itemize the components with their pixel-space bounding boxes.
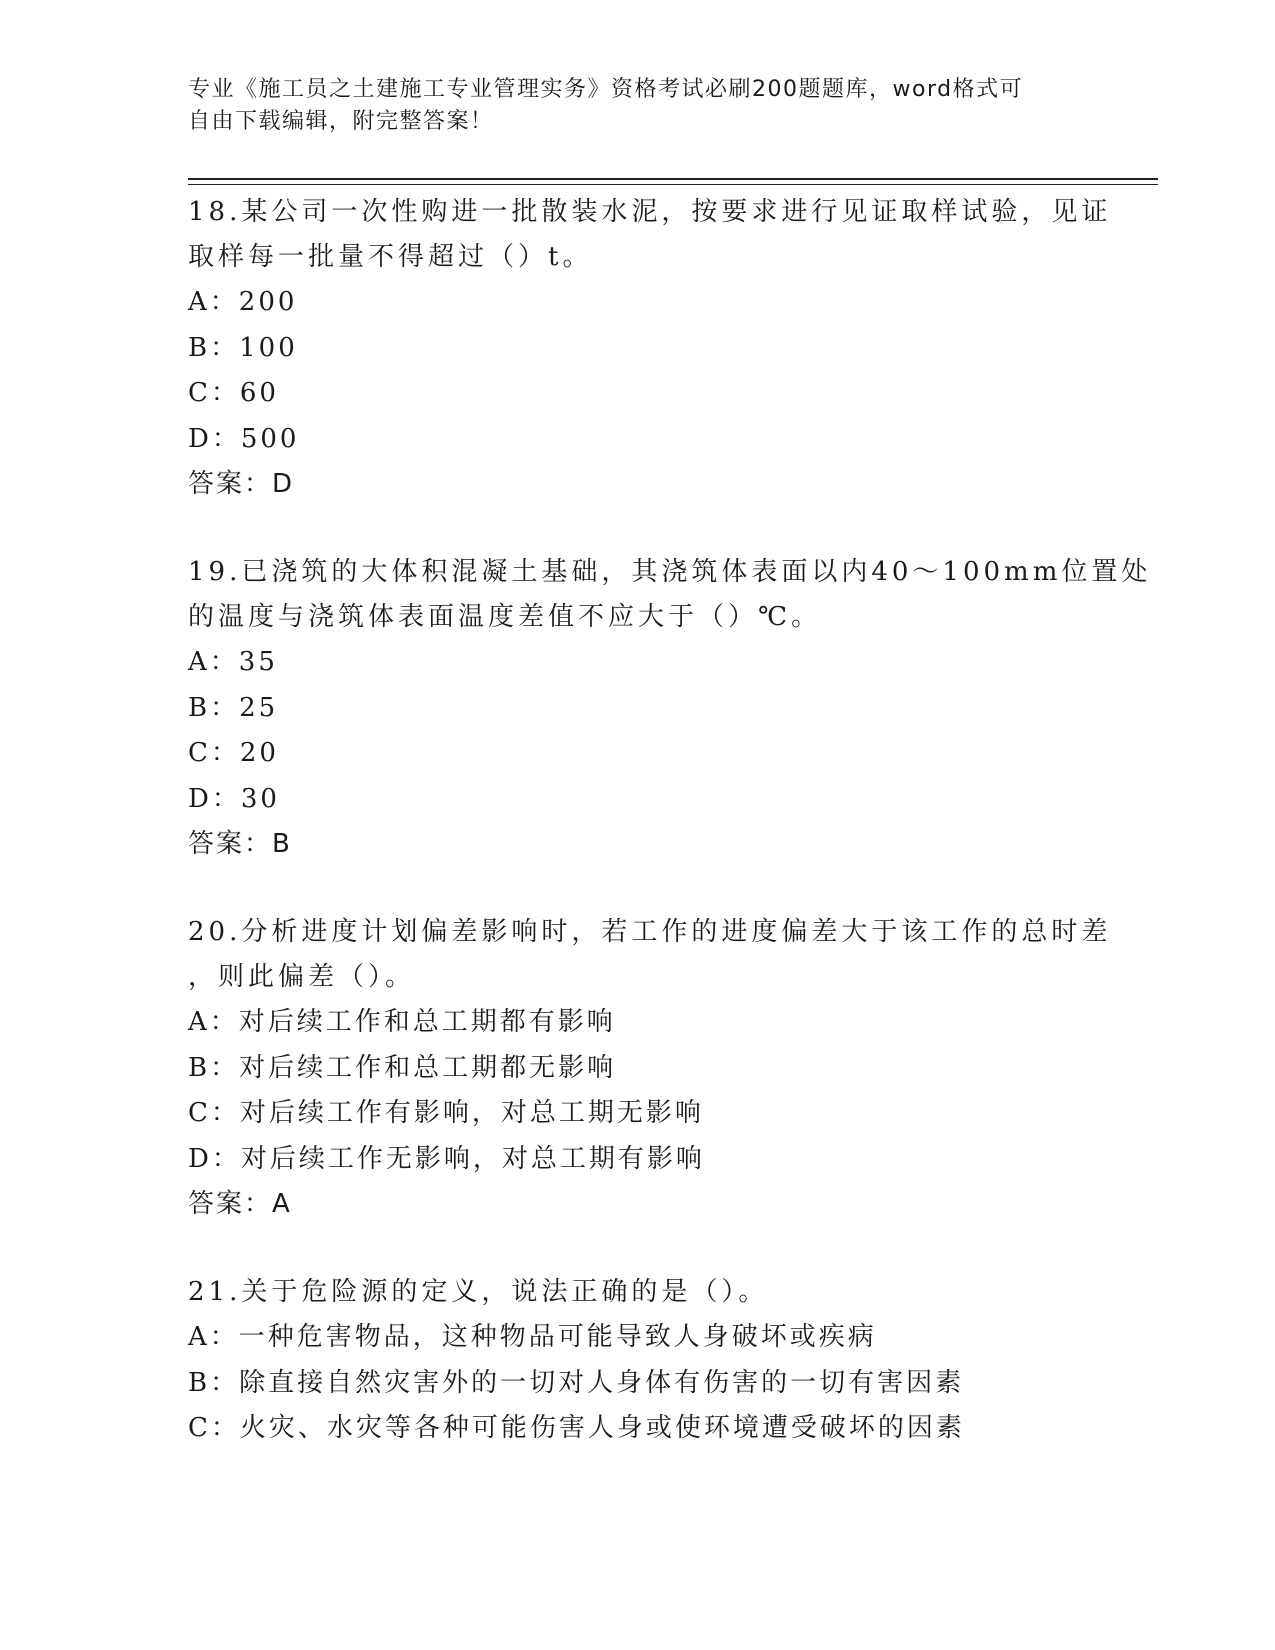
question-stem-line: 20.分析进度计划偏差影响时，若工作的进度偏差大于该工作的总时差 xyxy=(188,917,1112,947)
question-18 xyxy=(188,190,1112,507)
question-stem-line: 取样每一批量不得超过（）t。 xyxy=(188,242,593,272)
option-b: B：对后续工作和总工期都无影响 xyxy=(188,1052,617,1083)
question-stem-line: 19.已浇筑的大体积混凝土基础，其浇筑体表面以内40～100mm位置处 xyxy=(188,557,1152,587)
question-20 xyxy=(188,910,1112,1227)
answer-line: 答案：D xyxy=(188,469,295,499)
option-c: C：60 xyxy=(188,378,279,408)
question-19 xyxy=(188,550,1152,867)
question-stem-line: 21.关于危险源的定义，说法正确的是（）。 xyxy=(188,1277,769,1307)
option-d: D：对后续工作无影响，对总工期有影响 xyxy=(188,1143,705,1174)
answer-line: 答案：A xyxy=(188,1189,292,1219)
header-line-1: 专业《施工员之土建施工专业管理实务》资格考试必刷200题题库，word格式可 xyxy=(188,77,1024,102)
header-divider-thin xyxy=(188,184,1158,185)
option-c: C：火灾、水灾等各种可能伤害人身或使环境遭受破坏的因素 xyxy=(188,1413,965,1443)
header-line-2: 自由下载编辑，附完整答案！ xyxy=(188,109,494,134)
document-header xyxy=(188,74,1088,138)
question-spacer xyxy=(188,1227,1088,1270)
option-b: B：100 xyxy=(188,332,298,363)
option-a: A：一种危害物品，这种物品可能导致人身破坏或疾病 xyxy=(188,1322,877,1352)
option-a: A：对后续工作和总工期都有影响 xyxy=(188,1007,616,1037)
option-d: D：30 xyxy=(188,783,280,814)
question-spacer xyxy=(188,867,1088,910)
question-21 xyxy=(188,1270,1088,1452)
question-list xyxy=(188,190,1152,1452)
option-a: A：200 xyxy=(188,287,298,317)
header-divider-thick xyxy=(188,178,1158,180)
question-stem-line: 的温度与浇筑体表面温度差值不应大于（）℃。 xyxy=(188,602,822,632)
option-c: C：对后续工作有影响，对总工期无影响 xyxy=(188,1098,704,1128)
question-stem-line: 18.某公司一次性购进一批散装水泥，按要求进行见证取样试验，见证 xyxy=(188,197,1112,227)
option-b: B：25 xyxy=(188,692,279,723)
option-b: B：除直接自然灾害外的一切对人身体有伤害的一切有害因素 xyxy=(188,1367,965,1398)
option-a: A：35 xyxy=(188,647,278,677)
option-d: D：500 xyxy=(188,423,300,454)
question-spacer xyxy=(188,507,1088,550)
question-stem-line: ，则此偏差（）。 xyxy=(188,962,416,992)
answer-line: 答案：B xyxy=(188,829,292,859)
option-c: C：20 xyxy=(188,738,279,768)
